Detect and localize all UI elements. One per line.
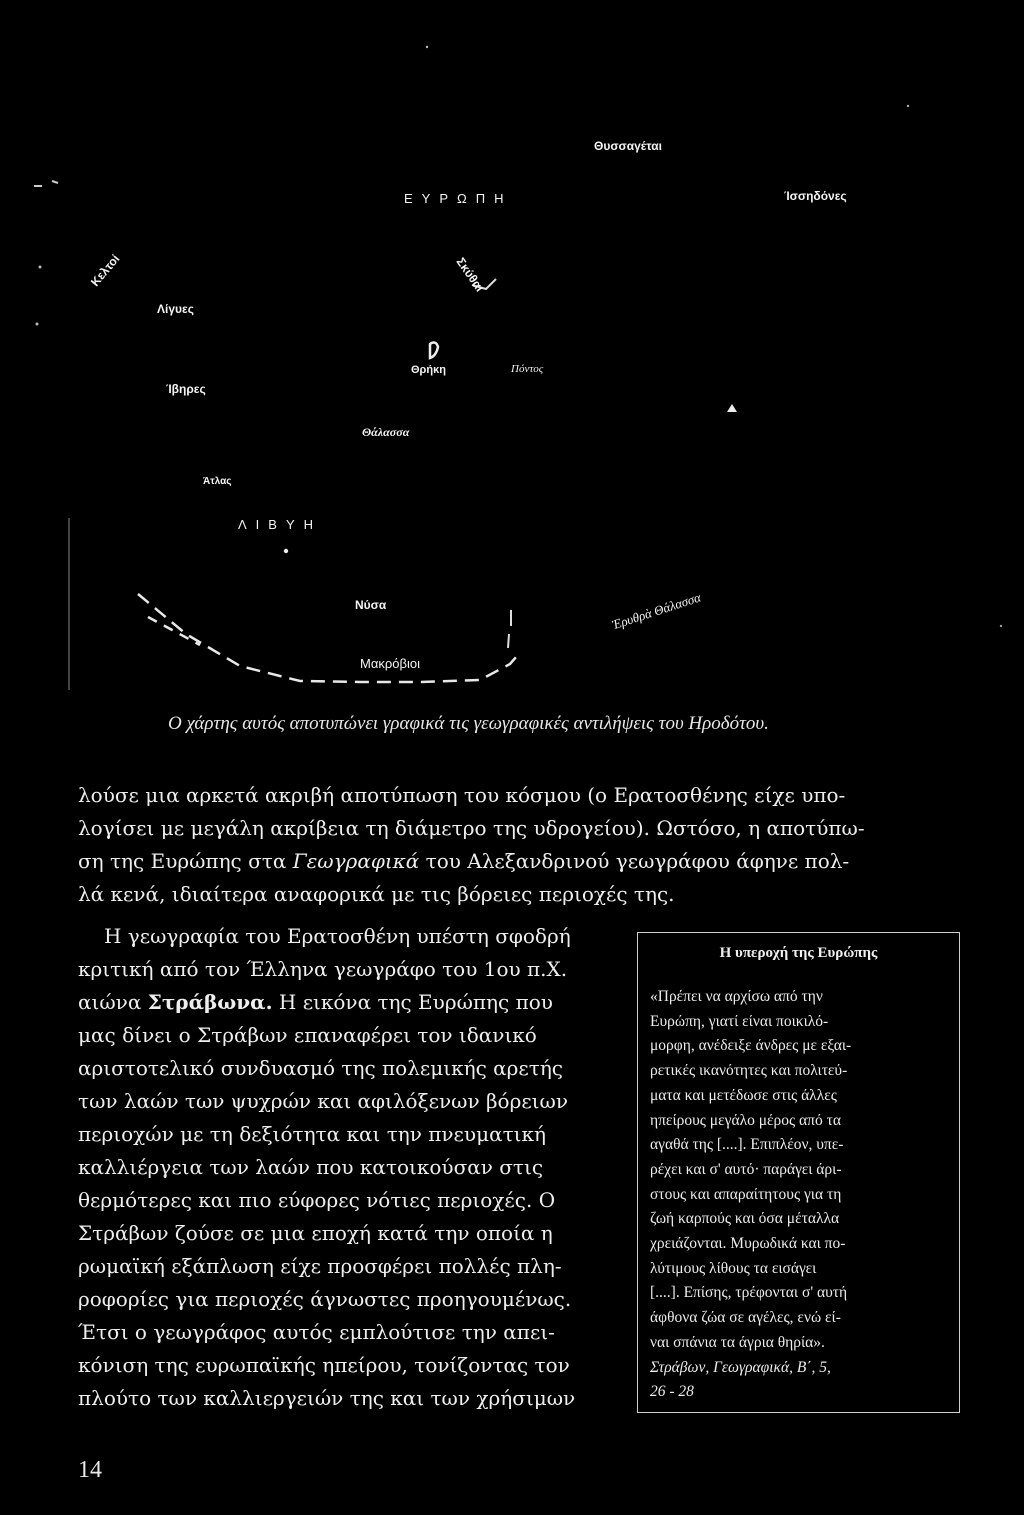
sidebar-quote-box [637, 932, 960, 1413]
quote-line: ρέχει και σ' αυτό· παράγει άρι- [650, 1160, 842, 1178]
text-line: αιώνα Στράβωνα. Η εικόνα της Ευρώπης που [78, 990, 553, 1014]
map-speck [907, 105, 909, 107]
delta-mark [430, 343, 438, 358]
map-label-thrake: Θρήκη [411, 364, 446, 376]
map-label-thalassa: Θάλασσα [362, 425, 410, 439]
text-line: μας δίνει ο Στράβων επαναφέρει τον ιδανικό [78, 1023, 537, 1047]
quote-line: «Πρέπει να αρχίσω από την [650, 988, 823, 1005]
quote-line: ματα και μετέδωσε στις άλλες [650, 1086, 837, 1104]
map-label-pontos: Πόντος [511, 363, 544, 375]
sidebar-title: Η υπεροχή της Ευρώπης [719, 945, 878, 961]
text-line: λά κενά, ιδιαίτερα αναφορικά με τις βόρειες περιοχές της. [78, 882, 675, 906]
text-line: λογίσει με μεγάλη ακρίβεια τη διάμετρο της υδρογείου). Ωστόσο, η αποτύπω- [78, 816, 865, 840]
quote-line: λύτιμους λίθους τα εισάγει [650, 1259, 817, 1277]
quote-source: 26 - 28 [650, 1383, 694, 1401]
text-line: κριτική από τον Έλληνα γεωγράφο του 1ου π.Χ. [78, 957, 568, 981]
map-speck [1000, 625, 1002, 627]
quote-line: χρειάζονται. Μυρωδικά και πο- [650, 1235, 846, 1253]
text-line: ροφορίες για περιοχές άγνωστες προηγουμένως. [78, 1287, 572, 1311]
southern-coastline [138, 594, 517, 682]
text-line: των λαών των ψυχρών και αφιλόξενων βόρειων [78, 1089, 568, 1113]
map-label-makrobioi: Μακρόβιοι [360, 656, 420, 671]
quote-line: ζωή καρπούς και όσα μέταλλα [650, 1210, 840, 1228]
text-line: θερμότερες και πιο εύφορες νότιες περιοχές. Ο [78, 1188, 556, 1212]
quote-line: Ευρώπη, γιατί είναι ποικιλό- [650, 1012, 829, 1030]
map-label-erythra: Ἐρυθρὰ Θάλασσα [610, 589, 703, 633]
text-line: περιοχών με τη δεξιότητα και την πνευματική [78, 1122, 546, 1146]
quote-line: μορφη, ανέδειξε άνδρες με εξαι- [650, 1037, 852, 1055]
map-label-iberes: Ίβηρες [166, 382, 206, 396]
text-line: Στράβων ζούσε σε μια εποχή κατά την οποία η [78, 1221, 553, 1245]
map-label-atlas: Άτλας [203, 476, 232, 487]
quote-line: άφθονα ζώα σε αγέλες, ενώ εί- [650, 1309, 841, 1327]
map-caption: Ο χάρτης αυτός αποτυπώνει γραφικά τις γεωγραφικές αντιλήψεις του Ηροδότου. [168, 713, 769, 734]
map-label-kelts: Κελτοί [88, 251, 123, 289]
text-line: Έτσι ο γεωγράφος αυτός εμπλούτισε την απει- [78, 1320, 555, 1344]
map-speck [39, 266, 42, 269]
text-line: ρωμαϊκή εξάπλωση είχε προσφέρει πολλές πλη- [78, 1254, 562, 1278]
text-line: ση της Ευρώπης στα Γεωγραφικά του Αλεξανδρινού γεωγράφου άφηνε πολ- [78, 849, 850, 873]
herodotus-map [0, 0, 1024, 700]
text-line: πλούτο των καλλιεργειών της και των χρήσιμων [78, 1386, 576, 1410]
text-line: κόνιση της ευρωπαϊκής ηπείρου, τονίζοντας τον [78, 1353, 570, 1377]
map-speck [426, 46, 428, 48]
text-line: Η γεωγραφία του Ερατοσθένη υπέστη σφοδρή [104, 924, 571, 948]
map-mark [52, 181, 58, 183]
map-label-ligyes: Λίγυες [157, 302, 194, 316]
map-dot [284, 549, 288, 553]
map-speck [36, 323, 39, 326]
map-label-europe: ΕΥΡΩΠΗ [404, 191, 513, 206]
body-text-column [78, 920, 623, 1415]
mountain-icon [727, 404, 737, 412]
page-number: 14 [78, 1457, 102, 1483]
quote-source: Στράβων, Γεωγραφικά, Β΄, 5, [650, 1358, 831, 1376]
map-label-thyssagetai: Θυσσαγέται [594, 139, 662, 153]
map-label-nysa: Νύσα [355, 598, 387, 612]
quote-line: αγαθά της [....]. Επιπλέον, υπε- [650, 1136, 844, 1154]
map-label-libye: ΛΙΒΥΗ [238, 517, 323, 532]
text-line: λούσε μια αρκετά ακριβή αποτύπωση του κόσμου (ο Ερατοσθένης είχε υπο- [78, 783, 846, 807]
coast-dash [148, 617, 200, 645]
body-text-wide [78, 779, 948, 911]
quote-line: ναι σπάνια τα άγρια θηρία». [650, 1333, 825, 1351]
map-label-skythai: Σκύθαι [453, 255, 487, 295]
quote-line: ρετικές ικανότητες και πολιτεύ- [650, 1062, 848, 1080]
map-label-issedones: Ίσσηδόνες [784, 189, 847, 203]
quote-line: ηπείρους μεγάλο μέρος από τα [650, 1111, 841, 1129]
sidebar-quote [650, 985, 851, 1405]
quote-line: στους και απαραίτητους για τη [650, 1185, 842, 1203]
river-mark [508, 634, 509, 648]
text-line: καλλιέργεια των λαών που κατοικούσαν στις [78, 1155, 544, 1179]
text-line: αριστοτελικό συνδυασμό της πολεμικής αρετής [78, 1056, 564, 1080]
quote-line: [....]. Επίσης, τρέφονται σ' αυτή [650, 1284, 848, 1302]
